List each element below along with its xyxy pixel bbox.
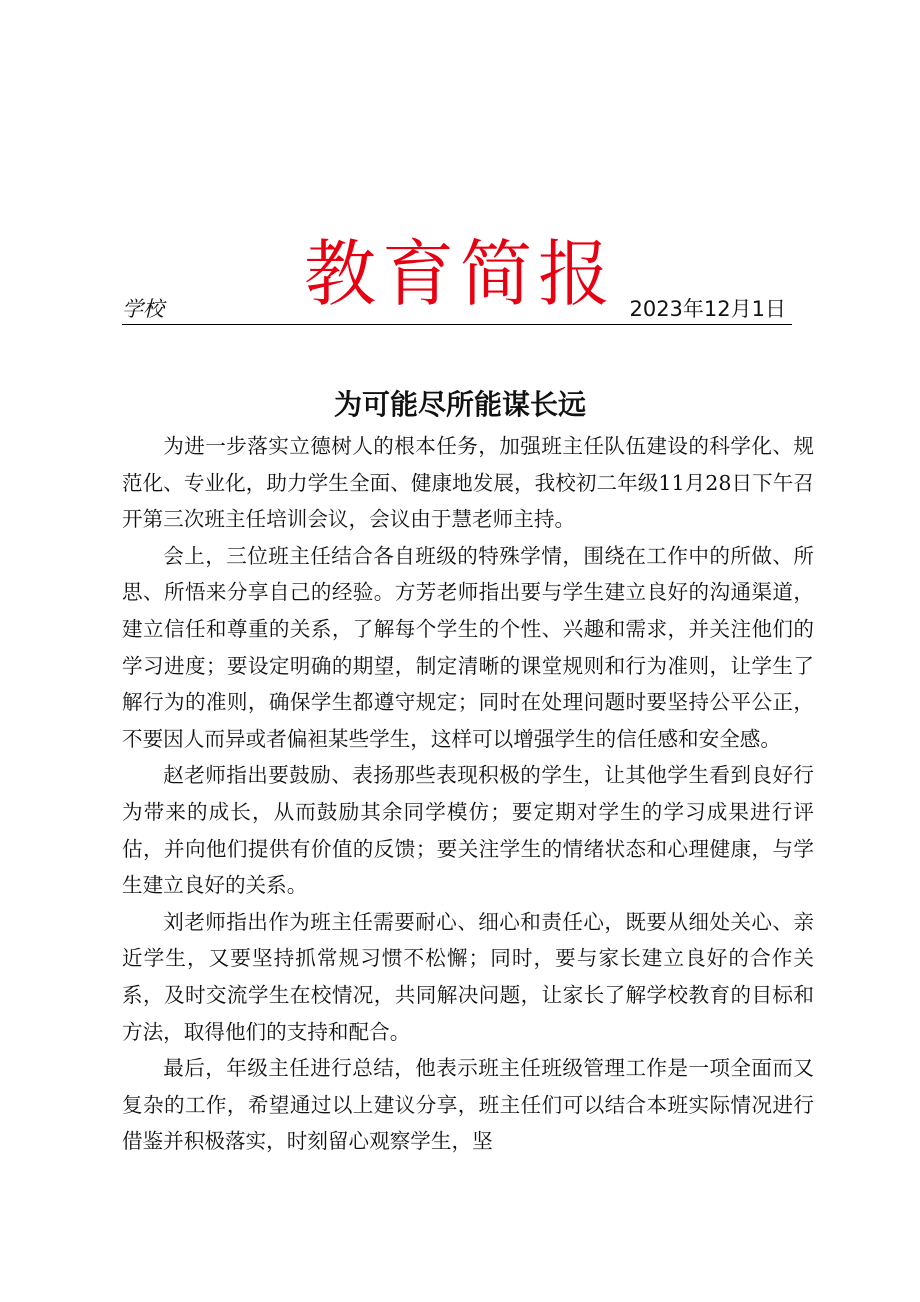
school-label: 学校 xyxy=(122,297,164,321)
article-paragraph: 会上，三位班主任结合各自班级的特殊学情，围绕在工作中的所做、所思、所悟来分享自己的经验。方芳老师指出要与学生建立良好的沟通渠道，建立信任和尊重的关系，了解每个学生的个性、兴趣和需求，并关注他们的学习进度；要设定明确的期望，制定清晰的课堂规则和行为准则，让学生了解行为的准则，确保学生都遵守规定；同时在处理问题时要坚持公平公正，不要因人而异或者偏袒某些学生，这样可以增强学生的信任感和安全感。 xyxy=(122,543,814,751)
article-paragraph: 为进一步落实立德树人的根本任务，加强班主任队伍建设的科学化、规范化、专业化，助力学生全面、健康地发展，我校初二年级11月28日下午召开第三次班主任培训会议，会议由于慧老师主持。 xyxy=(122,434,814,532)
article-title: 为可能尽所能谋长远 xyxy=(333,388,586,422)
issue-date: 2023年12月1日 xyxy=(629,297,786,321)
article-paragraph: 最后，年级主任进行总结，他表示班主任班级管理工作是一项全面而又复杂的工作，希望通过以上建议分享，班主任们可以结合本班实际情况进行借鉴并积极落实，时刻留心观察学生，坚 xyxy=(122,1056,814,1154)
info-line xyxy=(122,294,792,325)
article-paragraph: 赵老师指出要鼓励、表扬那些表现积极的学生，让其他学生看到良好行为带来的成长，从而鼓励其余同学模仿；要定期对学生的学习成果进行评估，并向他们提供有价值的反馈；要关注学生的情绪状态和心理健康，与学生建立良好的关系。 xyxy=(122,763,814,898)
masthead-title: 教育简报 xyxy=(303,232,616,317)
article-body xyxy=(122,428,814,1160)
article-paragraph: 刘老师指出作为班主任需要耐心、细心和责任心，既要从细处关心、亲近学生，又要坚持抓常规习惯不松懈；同时，要与家长建立良好的合作关系，及时交流学生在校情况，共同解决问题，让家长了解学校教育的目标和方法，取得他们的支持和配合。 xyxy=(122,909,814,1044)
